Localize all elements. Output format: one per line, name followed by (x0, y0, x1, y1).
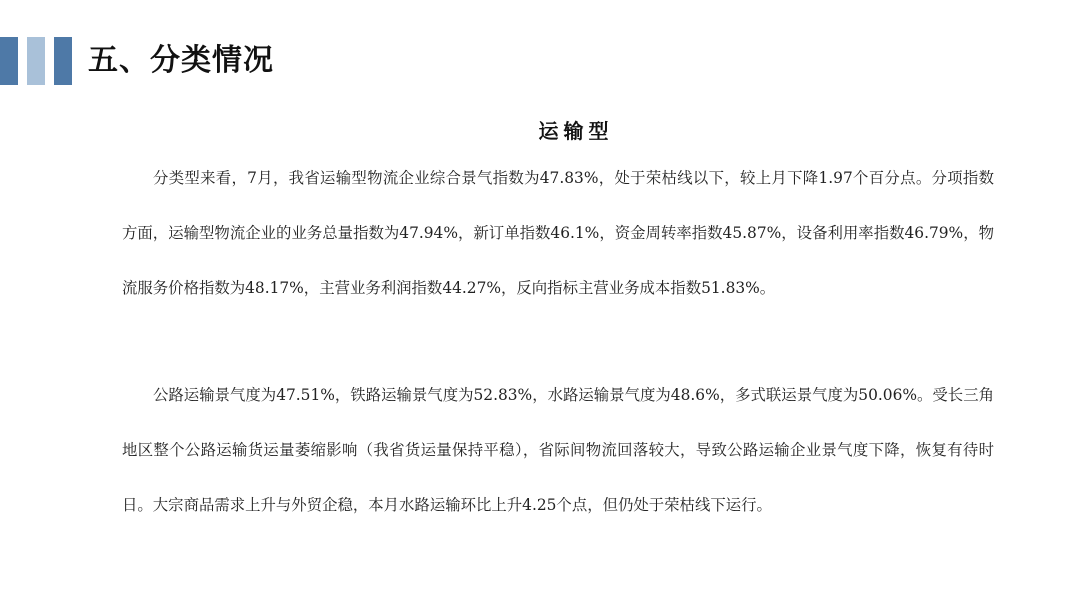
paragraph-transport-modes: 公路运输景气度为47.51%，铁路运输景气度为52.83%，水路运输景气度为48.6%，多式联运景气度为50.06%。受长三角地区整个公路运输货运量萎缩影响（我省货运量保持平稳），省际间物流回落较大，导致公路运输企业景气度下降，恢复有待时日。大宗商品需求上升与外贸企稳，本月水路运输环比上升4.25个点，但仍处于荣枯线下运行。 (122, 386, 994, 514)
title-accent-bar-1 (0, 37, 18, 85)
title-accent-bar-3 (54, 37, 72, 85)
section-title: 五、分类情况 (88, 43, 274, 78)
title-accent-bar-2 (27, 37, 45, 85)
paragraph-classification: 分类型来看，7月，我省运输型物流企业综合景气指数为47.83%，处于荣枯线以下，较上月下降1.97个百分点。分项指数方面，运输型物流企业的业务总量指数为47.94%，新订单指数46.1%，资金周转率指数45.87%，设备利用率指数46.79%，物流服务价格指数为48.17%，主营业务利润指数44.27%，反向指标主营业务成本指数51.83%。 (122, 169, 994, 297)
subsection-title: 运输型 (538, 119, 614, 143)
